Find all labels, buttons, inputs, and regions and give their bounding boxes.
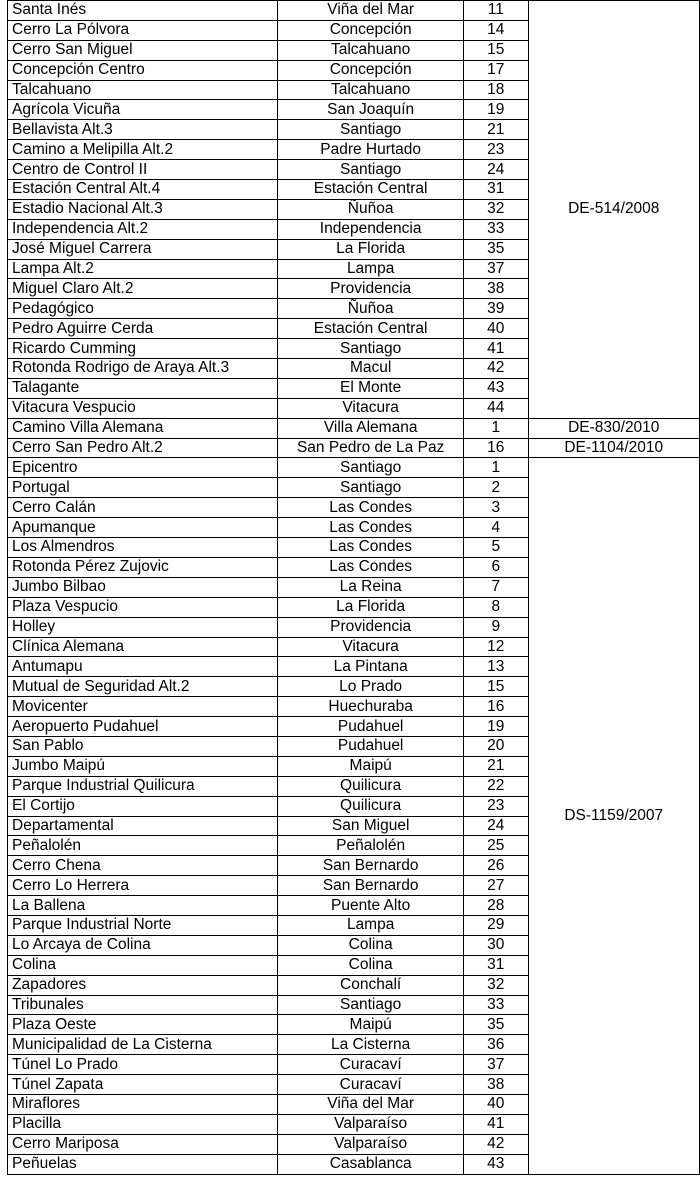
station-number-cell: 26 [464, 856, 528, 876]
comuna-cell: Independencia [278, 219, 464, 239]
station-name-cell: Estación Central Alt.4 [8, 180, 278, 200]
station-name-cell: Rotonda Pérez Zujovic [8, 557, 278, 577]
station-number-cell: 40 [464, 319, 528, 339]
station-name-cell: Mutual de Seguridad Alt.2 [8, 677, 278, 697]
station-number-cell: 6 [464, 557, 528, 577]
station-number-cell: 1 [464, 418, 528, 438]
station-number-cell: 11 [464, 1, 528, 21]
comuna-cell: Santiago [278, 160, 464, 180]
comuna-cell: Padre Hurtado [278, 140, 464, 160]
station-number-cell: 32 [464, 975, 528, 995]
station-number-cell: 42 [464, 359, 528, 379]
station-number-cell: 41 [464, 339, 528, 359]
comuna-cell: San Pedro de La Paz [278, 438, 464, 458]
comuna-cell: La Cisterna [278, 1035, 464, 1055]
station-name-cell: Camino a Melipilla Alt.2 [8, 140, 278, 160]
comuna-cell: Estación Central [278, 180, 464, 200]
station-number-cell: 33 [464, 995, 528, 1015]
comuna-cell: Curacaví [278, 1075, 464, 1095]
station-name-cell: Ricardo Cumming [8, 339, 278, 359]
station-name-cell: Cerro San Pedro Alt.2 [8, 438, 278, 458]
station-name-cell: Pedagógico [8, 299, 278, 319]
station-number-cell: 35 [464, 239, 528, 259]
station-name-cell: Lo Arcaya de Colina [8, 935, 278, 955]
comuna-cell: Santiago [278, 995, 464, 1015]
comuna-cell: Talcahuano [278, 40, 464, 60]
station-name-cell: Cerro Calán [8, 498, 278, 518]
station-number-cell: 31 [464, 180, 528, 200]
comuna-cell: San Miguel [278, 816, 464, 836]
station-name-cell: Concepción Centro [8, 60, 278, 80]
station-number-cell: 17 [464, 60, 528, 80]
station-name-cell: Cerro Chena [8, 856, 278, 876]
station-name-cell: Cerro San Miguel [8, 40, 278, 60]
station-number-cell: 38 [464, 279, 528, 299]
station-name-cell: Peñalolén [8, 836, 278, 856]
stations-table-body [8, 1, 700, 1175]
comuna-cell: Huechuraba [278, 697, 464, 717]
station-name-cell: Departamental [8, 816, 278, 836]
comuna-cell: Talcahuano [278, 80, 464, 100]
comuna-cell: Lo Prado [278, 677, 464, 697]
comuna-cell: Pudahuel [278, 717, 464, 737]
station-name-cell: Epicentro [8, 458, 278, 478]
station-name-cell: Vitacura Vespucio [8, 398, 278, 418]
comuna-cell: Curacaví [278, 1055, 464, 1075]
station-name-cell: Los Almendros [8, 538, 278, 558]
station-number-cell: 35 [464, 1015, 528, 1035]
comuna-cell: Conchalí [278, 975, 464, 995]
comuna-cell: Puente Alto [278, 896, 464, 916]
station-name-cell: Túnel Zapata [8, 1075, 278, 1095]
station-name-cell: Jumbo Bilbao [8, 577, 278, 597]
station-name-cell: Parque Industrial Quilicura [8, 776, 278, 796]
station-number-cell: 8 [464, 597, 528, 617]
station-name-cell: Talagante [8, 378, 278, 398]
station-number-cell: 23 [464, 796, 528, 816]
comuna-cell: Santiago [278, 339, 464, 359]
station-number-cell: 13 [464, 657, 528, 677]
station-number-cell: 31 [464, 955, 528, 975]
comuna-cell: San Bernardo [278, 876, 464, 896]
comuna-cell: Maipú [278, 756, 464, 776]
comuna-cell: Lampa [278, 915, 464, 935]
comuna-cell: San Bernardo [278, 856, 464, 876]
comuna-cell: Quilicura [278, 776, 464, 796]
station-name-cell: Rotonda Rodrigo de Araya Alt.3 [8, 359, 278, 379]
station-number-cell: 37 [464, 1055, 528, 1075]
station-number-cell: 24 [464, 160, 528, 180]
comuna-cell: La Reina [278, 577, 464, 597]
station-number-cell: 2 [464, 478, 528, 498]
station-number-cell: 18 [464, 80, 528, 100]
station-name-cell: Camino Villa Alemana [8, 418, 278, 438]
station-name-cell: Talcahuano [8, 80, 278, 100]
station-name-cell: El Cortijo [8, 796, 278, 816]
station-name-cell: Agrícola Vicuña [8, 100, 278, 120]
station-number-cell: 42 [464, 1134, 528, 1154]
decree-cell: DE-1104/2010 [528, 438, 699, 458]
station-name-cell: Santa Inés [8, 1, 278, 21]
station-name-cell: Jumbo Maipú [8, 756, 278, 776]
comuna-cell: Providencia [278, 279, 464, 299]
comuna-cell: Santiago [278, 458, 464, 478]
decree-cell: DE-830/2010 [528, 418, 699, 438]
station-number-cell: 19 [464, 100, 528, 120]
station-name-cell: Bellavista Alt.3 [8, 120, 278, 140]
comuna-cell: Viña del Mar [278, 1094, 464, 1114]
table-row [8, 418, 700, 438]
comuna-cell: Providencia [278, 617, 464, 637]
comuna-cell: La Florida [278, 597, 464, 617]
station-number-cell: 4 [464, 518, 528, 538]
station-number-cell: 16 [464, 438, 528, 458]
station-name-cell: Cerro Mariposa [8, 1134, 278, 1154]
comuna-cell: Valparaíso [278, 1114, 464, 1134]
station-number-cell: 39 [464, 299, 528, 319]
table-row [8, 458, 700, 478]
station-name-cell: Peñuelas [8, 1154, 278, 1174]
station-name-cell: Antumapu [8, 657, 278, 677]
station-name-cell: Plaza Oeste [8, 1015, 278, 1035]
station-name-cell: Zapadores [8, 975, 278, 995]
station-name-cell: Portugal [8, 478, 278, 498]
station-number-cell: 15 [464, 677, 528, 697]
comuna-cell: Maipú [278, 1015, 464, 1035]
station-name-cell: Placilla [8, 1114, 278, 1134]
comuna-cell: Vitacura [278, 637, 464, 657]
comuna-cell: Estación Central [278, 319, 464, 339]
comuna-cell: Quilicura [278, 796, 464, 816]
station-name-cell: Movicenter [8, 697, 278, 717]
station-number-cell: 5 [464, 538, 528, 558]
comuna-cell: Villa Alemana [278, 418, 464, 438]
station-name-cell: Aeropuerto Pudahuel [8, 717, 278, 737]
station-number-cell: 27 [464, 876, 528, 896]
station-number-cell: 20 [464, 736, 528, 756]
comuna-cell: Las Condes [278, 557, 464, 577]
stations-table [7, 0, 700, 1175]
comuna-cell: Pudahuel [278, 736, 464, 756]
comuna-cell: La Pintana [278, 657, 464, 677]
comuna-cell: Valparaíso [278, 1134, 464, 1154]
station-number-cell: 38 [464, 1075, 528, 1095]
station-number-cell: 12 [464, 637, 528, 657]
station-number-cell: 30 [464, 935, 528, 955]
station-number-cell: 25 [464, 836, 528, 856]
comuna-cell: Las Condes [278, 518, 464, 538]
station-number-cell: 15 [464, 40, 528, 60]
station-number-cell: 43 [464, 378, 528, 398]
station-name-cell: Independencia Alt.2 [8, 219, 278, 239]
station-number-cell: 7 [464, 577, 528, 597]
decree-cell: DE-514/2008 [528, 1, 699, 419]
table-row [8, 1, 700, 21]
comuna-cell: Santiago [278, 120, 464, 140]
comuna-cell: Viña del Mar [278, 1, 464, 21]
station-name-cell: Colina [8, 955, 278, 975]
station-name-cell: Estadio Nacional Alt.3 [8, 199, 278, 219]
station-name-cell: Apumanque [8, 518, 278, 538]
station-name-cell: Lampa Alt.2 [8, 259, 278, 279]
station-name-cell: Centro de Control II [8, 160, 278, 180]
station-number-cell: 41 [464, 1114, 528, 1134]
station-number-cell: 3 [464, 498, 528, 518]
station-number-cell: 1 [464, 458, 528, 478]
decree-cell: DS-1159/2007 [528, 458, 699, 1174]
comuna-cell: Las Condes [278, 538, 464, 558]
comuna-cell: Colina [278, 935, 464, 955]
station-name-cell: Cerro La Pólvora [8, 20, 278, 40]
station-name-cell: Municipalidad de La Cisterna [8, 1035, 278, 1055]
comuna-cell: Lampa [278, 259, 464, 279]
station-name-cell: Clínica Alemana [8, 637, 278, 657]
station-number-cell: 29 [464, 915, 528, 935]
station-name-cell: Parque Industrial Norte [8, 915, 278, 935]
comuna-cell: Casablanca [278, 1154, 464, 1174]
station-number-cell: 9 [464, 617, 528, 637]
station-number-cell: 43 [464, 1154, 528, 1174]
comuna-cell: La Florida [278, 239, 464, 259]
comuna-cell: Colina [278, 955, 464, 975]
station-name-cell: José Miguel Carrera [8, 239, 278, 259]
station-number-cell: 21 [464, 120, 528, 140]
station-number-cell: 22 [464, 776, 528, 796]
comuna-cell: Santiago [278, 478, 464, 498]
station-name-cell: Miguel Claro Alt.2 [8, 279, 278, 299]
station-number-cell: 21 [464, 756, 528, 776]
station-name-cell: Túnel Lo Prado [8, 1055, 278, 1075]
station-name-cell: San Pablo [8, 736, 278, 756]
station-number-cell: 37 [464, 259, 528, 279]
station-number-cell: 23 [464, 140, 528, 160]
station-name-cell: Miraflores [8, 1094, 278, 1114]
station-name-cell: Tribunales [8, 995, 278, 1015]
comuna-cell: San Joaquín [278, 100, 464, 120]
station-number-cell: 28 [464, 896, 528, 916]
station-number-cell: 44 [464, 398, 528, 418]
table-row [8, 438, 700, 458]
station-number-cell: 33 [464, 219, 528, 239]
comuna-cell: Ñuñoa [278, 199, 464, 219]
comuna-cell: El Monte [278, 378, 464, 398]
comuna-cell: Vitacura [278, 398, 464, 418]
station-name-cell: Pedro Aguirre Cerda [8, 319, 278, 339]
station-name-cell: Holley [8, 617, 278, 637]
comuna-cell: Peñalolén [278, 836, 464, 856]
station-number-cell: 36 [464, 1035, 528, 1055]
comuna-cell: Macul [278, 359, 464, 379]
comuna-cell: Ñuñoa [278, 299, 464, 319]
station-name-cell: Cerro Lo Herrera [8, 876, 278, 896]
comuna-cell: Concepción [278, 20, 464, 40]
station-name-cell: La Ballena [8, 896, 278, 916]
station-number-cell: 24 [464, 816, 528, 836]
station-number-cell: 32 [464, 199, 528, 219]
station-number-cell: 16 [464, 697, 528, 717]
station-number-cell: 14 [464, 20, 528, 40]
station-number-cell: 19 [464, 717, 528, 737]
comuna-cell: Concepción [278, 60, 464, 80]
station-name-cell: Plaza Vespucio [8, 597, 278, 617]
comuna-cell: Las Condes [278, 498, 464, 518]
station-number-cell: 40 [464, 1094, 528, 1114]
